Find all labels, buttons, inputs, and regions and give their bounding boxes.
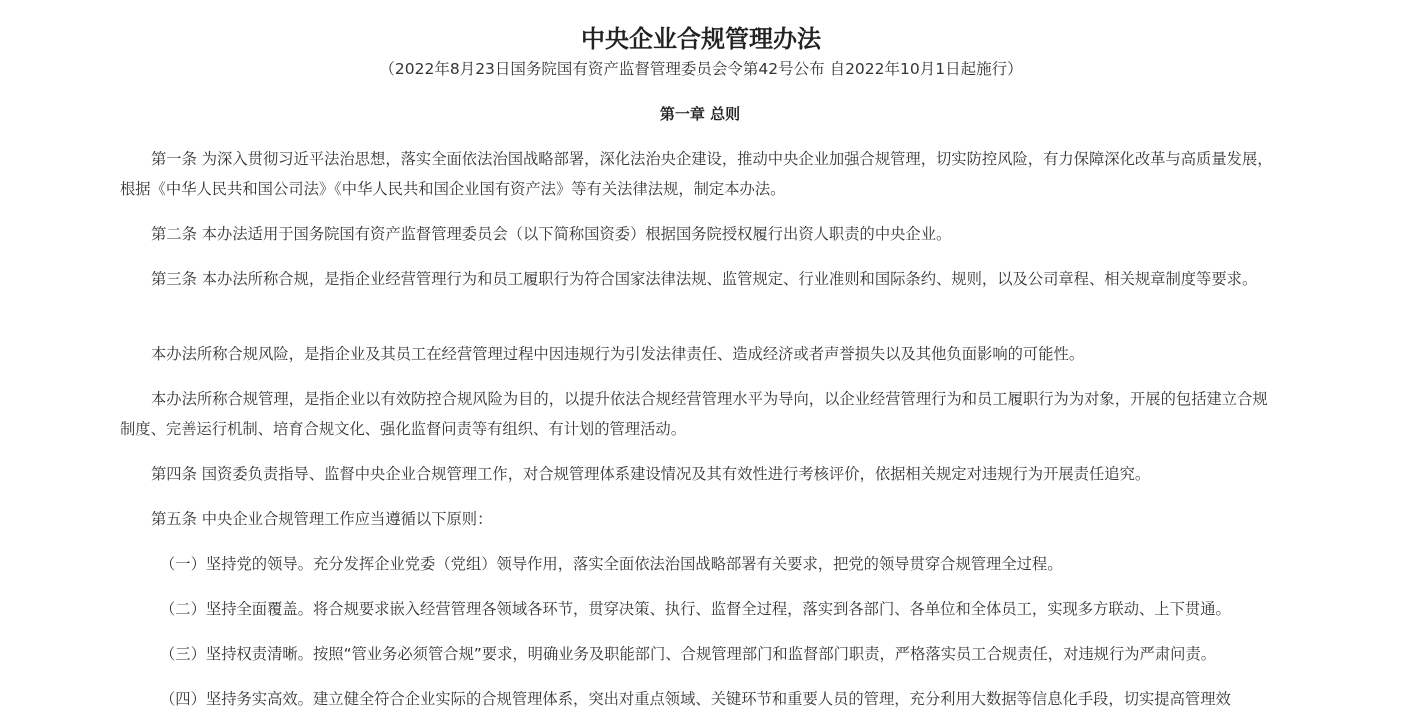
compliance-management-definition-paragraph: 本办法所称合规管理，是指企业以有效防控合规风险为目的，以提升依法合规经营管理水平为导向，以企业经营管理行为和员工履职行为为对象，开展的包括建立合规制度、完善运行机制、培育合规文化、强化监督问责等有组织、有计划的管理活动。 — [120, 390, 1268, 438]
principle-3-paragraph: （三）坚持权责清晰。按照“管业务必须管合规”要求，明确业务及职能部门、合规管理部门和监督部门职责，严格落实员工合规责任，对违规行为严肃问责。 — [160, 645, 1217, 663]
article-5-paragraph: 第五条 中央企业合规管理工作应当遵循以下原则： — [151, 510, 493, 528]
article-4-paragraph: 第四条 国资委负责指导、监督中央企业合规管理工作，对合规管理体系建设情况及其有效性进行考核评价，依据相关规定对违规行为开展责任追究。 — [151, 465, 1151, 483]
document-title: 中央企业合规管理办法 — [581, 25, 821, 53]
compliance-risk-definition-paragraph: 本办法所称合规风险，是指企业及其员工在经营管理过程中因违规行为引发法律责任、造成经济或者声誉损失以及其他负面影响的可能性。 — [151, 345, 1085, 363]
chapter-heading: 第一章 总则 — [659, 105, 741, 123]
article-1-paragraph: 第一条 为深入贯彻习近平法治思想，落实全面依法治国战略部署，深化法治央企建设，推动中央企业加强合规管理，切实防控风险，有力保障深化改革与高质量发展，根据《中华人民共和国公司法》《中华人民共和国企业国有资产法》等有关法律法规，制定本办法。 — [120, 150, 1273, 198]
document-subtitle: （2022年8月23日国务院国有资产监督管理委员会令第42号公布 自2022年10月1日起施行） — [379, 60, 1023, 78]
principle-4-paragraph: （四）坚持务实高效。建立健全符合企业实际的合规管理体系，突出对重点领域、关键环节和重要人员的管理，充分利用大数据等信息化手段，切实提高管理效 — [160, 690, 1231, 707]
principle-1-paragraph: （一）坚持党的领导。充分发挥企业党委（党组）领导作用，落实全面依法治国战略部署有关要求，把党的领导贯穿合规管理全过程。 — [160, 555, 1063, 573]
principle-2-paragraph: （二）坚持全面覆盖。将合规要求嵌入经营管理各领域各环节，贯穿决策、执行、监督全过程，落实到各部门、各单位和全体员工，实现多方联动、上下贯通。 — [160, 600, 1231, 618]
article-2-paragraph: 第二条 本办法适用于国务院国有资产监督管理委员会（以下简称国资委）根据国务院授权履行出资人职责的中央企业。 — [151, 225, 952, 243]
article-3-paragraph: 第三条 本办法所称合规，是指企业经营管理行为和员工履职行为符合国家法律法规、监管规定、行业准则和国际条约、规则，以及公司章程、相关规章制度等要求。 — [151, 270, 1258, 288]
